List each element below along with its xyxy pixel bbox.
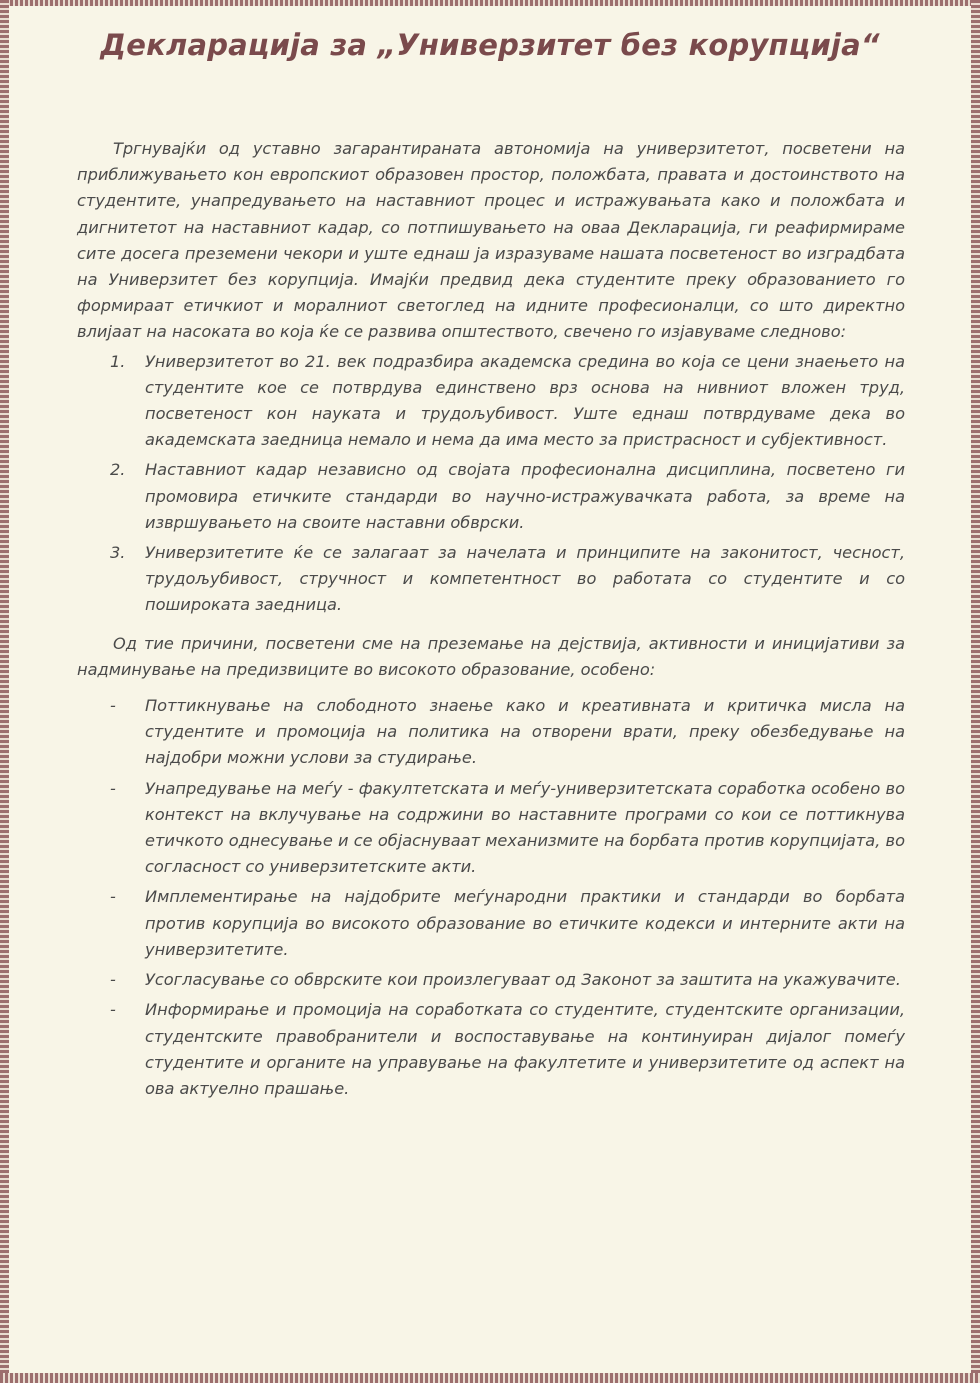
second-paragraph: Од тие причини, посветени сме на преземање на дејствија, активности и иницијативи за надминување на предизвиците во високото образование, особено: (77, 633, 905, 679)
numbered-list (77, 349, 905, 619)
list-number: 3. (110, 543, 126, 563)
list-item-text: Имплементирање на најдобрите меѓународни практики и стандарди во борбата против корупција во високото образование во етичките кодекси и интерните акти на универзитетите. (145, 887, 905, 959)
decorative-border-top (0, 0, 980, 6)
list-item-text: Усогласување со обврските кои произлегуваат од Законот за заштита на укажувачите. (145, 970, 901, 990)
decorative-border-left (0, 0, 9, 1383)
list-item (77, 997, 905, 1102)
list-item (77, 776, 905, 881)
list-item (77, 457, 905, 536)
document-title: Декларација за „Универзитет без корупција“ (100, 28, 880, 62)
list-number: 1. (110, 351, 126, 371)
list-item (77, 349, 905, 454)
intro-paragraph: Тргнувајќи од уставно загарантираната автономија на универзитетот, посветени на приближувањето кон европскиот образовен простор, положбата, правата и достоинството на студентите, унапредувањето на наставниот процес и истражувањата како и положбата и дигнитетот на наставниот кадар, со потпишувањето на оваа Декларација, ги реафирмираме сите досега преземени чекори и уште еднаш ја изразуваме нашата посветеност во изградбата на Универзитет без корупција. Имајќи предвид дека студентите преку образованието го формираат етичкиот и моралниот светоглед на идните професионалци, со што директно влијаат на насоката во која ќе се развива општеството, свечено го изјавуваме следново: (77, 139, 905, 342)
list-item (77, 967, 905, 993)
list-item (77, 884, 905, 963)
dashed-list (77, 693, 905, 1102)
list-item-text: Универзитетите ќе се залагаат за начелата и принципите на законитост, чесност, трудољубивост, стручност и компетентност во работата со студентите и со пошироката заедница. (145, 543, 905, 615)
list-dash: - (110, 970, 116, 990)
list-item-text: Унапредување на меѓу - факултетската и меѓу-универзитетската соработка особено во контекст на вклучување на содржини во наставните програми со кои се поттикнува етичкото однесување и се објаснуваат механизмите на борбата против корупцијата, во согласност со универзитетските акти. (145, 778, 905, 877)
list-item (77, 540, 905, 619)
list-item-text: Наставниот кадар независно од својата професионална дисциплина, посветено ги промовира етичките стандарди во научно-истражувачката работа, за време на извршувањето на своите наставни обврски. (145, 460, 905, 532)
list-dash: - (110, 696, 116, 716)
list-item-text: Универзитетот во 21. век подразбира академска средина во која се цени знаењето на студентите кое се потврдува единствено врз основа на нивниот вложен труд, посветеност кон науката и трудољубивост. Уште еднаш потврдуваме дека во академската заедница немало и нема да има место за пристрасност и субјективност. (145, 351, 905, 450)
decorative-border-bottom (0, 1373, 980, 1383)
list-item-text: Поттикнување на слободното знаење како и креативната и критичка мисла на студентите и промоција на политика на отворени врати, преку обезбедување на најдобри можни услови за студирање. (145, 696, 905, 768)
list-number: 2. (110, 460, 126, 480)
document-body (77, 136, 905, 1106)
list-dash: - (110, 887, 116, 907)
list-item-text: Информирање и промоција на соработката со студентите, студентските организации, студентските правобранители и воспоставување на континуиран дијалог помеѓу студентите и органите на управување на факултетите и универзитетите од аспект на ова актуелно прашање. (145, 1000, 905, 1098)
decorative-border-right (971, 0, 980, 1383)
list-dash: - (110, 778, 116, 798)
list-dash: - (110, 1000, 116, 1020)
list-item (77, 693, 905, 772)
